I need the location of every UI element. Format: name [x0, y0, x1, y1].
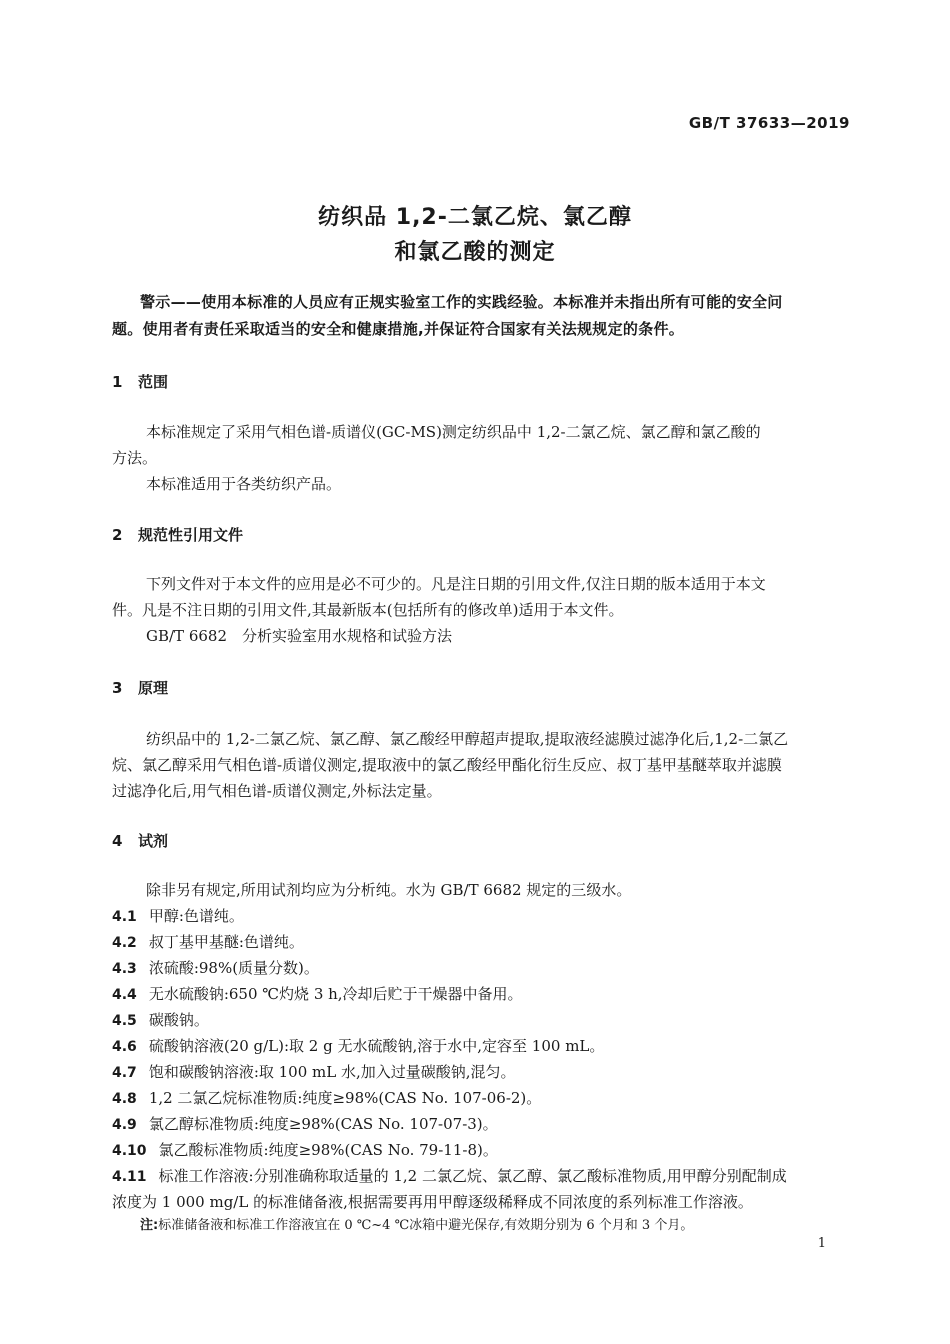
section-3-line2: 烷、氯乙醇采用气相色谱-质谱仪测定,提取液中的氯乙酸经甲酯化衍生反应、叔丁基甲基醚萃取并滤膜 [112, 756, 782, 774]
reagent-item [112, 1033, 850, 1060]
item-text: 氯乙酸标准物质:纯度≥98%(CAS No. 79-11-8)。 [158, 1141, 498, 1159]
item-number: 4.3 [112, 961, 137, 977]
section-title: 原理 [138, 679, 169, 697]
item-text: 无水硫酸钠:650 ℃灼烧 3 h,冷却后贮于干燥器中备用。 [148, 985, 523, 1003]
item-text: 甲醇:色谱纯。 [148, 907, 244, 925]
item-text: 叔丁基甲基醚:色谱纯。 [148, 933, 304, 951]
reagent-item [112, 1059, 850, 1086]
item-number: 4.11 [112, 1169, 147, 1185]
section-3-line1: 纺织品中的 1,2-二氯乙烷、氯乙醇、氯乙酸经甲醇超声提取,提取液经滤膜过滤净化后,1,2-二氯乙 [146, 730, 789, 748]
reagent-item [112, 981, 850, 1008]
warning-line2: 题。使用者有责任采取适当的安全和健康措施,并保证符合国家有关法规规定的条件。 [112, 320, 685, 338]
section-4-heading [112, 830, 168, 851]
standard-code: GB/T 37633—2019 [688, 114, 850, 132]
document-title-line2: 和氯乙酸的测定 [394, 240, 556, 265]
reagent-item [112, 1007, 850, 1034]
item-text: 氯乙醇标准物质:纯度≥98%(CAS No. 107-07-3)。 [148, 1115, 498, 1133]
section-number: 3 [112, 679, 123, 697]
item-number: 4.5 [112, 1013, 137, 1029]
section-number: 4 [112, 832, 123, 850]
item-number: 4.7 [112, 1065, 137, 1081]
item-text: 1,2 二氯乙烷标准物质:纯度≥98%(CAS No. 107-06-2)。 [148, 1089, 542, 1107]
section-title: 规范性引用文件 [138, 526, 244, 544]
item-text: 饱和碳酸钠溶液:取 100 mL 水,加入过量碳酸钠,混匀。 [148, 1063, 516, 1081]
reagent-item [112, 1085, 850, 1112]
item-text: 标准工作溶液:分别准确称取适量的 1,2 二氯乙烷、氯乙醇、氯乙酸标准物质,用甲醇分别配制成 [158, 1167, 787, 1185]
section-1-heading [112, 371, 168, 392]
section-4-intro: 除非另有规定,所用试剂均应为分析纯。水为 GB/T 6682 规定的三级水。 [146, 881, 632, 899]
item-text: 浓硫酸:98%(质量分数)。 [148, 959, 319, 977]
section-2-para1-line2: 件。凡是不注日期的引用文件,其最新版本(包括所有的修改单)适用于本文件。 [112, 601, 624, 619]
item-text: 碳酸钠。 [148, 1011, 209, 1029]
note-text: 标准储备液和标准工作溶液宜在 0 ℃~4 ℃冰箱中避光保存,有效期分别为 6 个月和 3 个月。 [158, 1218, 694, 1233]
reagent-item [112, 1111, 850, 1138]
section-title: 范围 [138, 373, 169, 391]
item-number: 4.8 [112, 1091, 137, 1107]
item-number: 4.4 [112, 987, 137, 1003]
reagent-item [112, 1137, 850, 1164]
item-number: 4.10 [112, 1143, 147, 1159]
section-3-heading [112, 677, 168, 698]
item-number: 4.1 [112, 909, 137, 925]
item-number: 4.9 [112, 1117, 137, 1133]
section-number: 1 [112, 373, 123, 391]
note [140, 1214, 693, 1233]
warning-line1: 警示——使用本标准的人员应有正规实验室工作的实践经验。本标准并未指出所有可能的安全问 [140, 293, 783, 311]
section-1-para1-line2: 方法。 [112, 449, 158, 467]
reagent-item-continuation: 浓度为 1 000 mg/L 的标准储备液,根据需要再用甲醇逐级稀释成不同浓度的系列标准工作溶液。 [112, 1193, 753, 1211]
page-number: 1 [817, 1236, 826, 1251]
document-title-line1: 纺织品 1,2-二氯乙烷、氯乙醇 [318, 205, 632, 230]
reagent-item [112, 929, 850, 956]
section-2-heading [112, 524, 243, 545]
note-label: 注: [140, 1218, 159, 1233]
section-2-para1-line1: 下列文件对于本文件的应用是必不可少的。凡是注日期的引用文件,仅注日期的版本适用于本文 [146, 575, 766, 593]
section-title: 试剂 [138, 832, 169, 850]
item-text: 硫酸钠溶液(20 g/L):取 2 g 无水硫酸钠,溶于水中,定容至 100 mL。 [148, 1037, 605, 1055]
reagent-item [112, 1163, 850, 1190]
section-number: 2 [112, 526, 123, 544]
section-3-line3: 过滤净化后,用气相色谱-质谱仪测定,外标法定量。 [112, 782, 442, 800]
reagent-item [112, 955, 850, 982]
section-1-para1-line1: 本标准规定了采用气相色谱-质谱仪(GC-MS)测定纺织品中 1,2-二氯乙烷、氯乙醇和氯乙酸的 [146, 423, 761, 441]
reagent-item [112, 903, 850, 930]
item-number: 4.2 [112, 935, 137, 951]
section-1-para2: 本标准适用于各类纺织产品。 [146, 475, 342, 493]
section-2-reference: GB/T 6682 分析实验室用水规格和试验方法 [146, 627, 453, 645]
item-number: 4.6 [112, 1039, 137, 1055]
